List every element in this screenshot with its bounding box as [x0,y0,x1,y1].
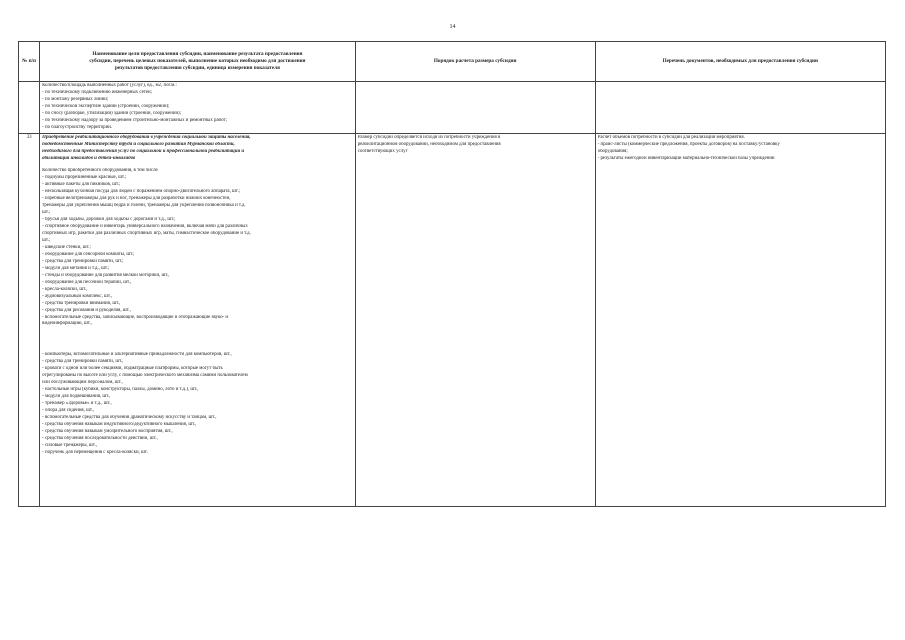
work-item-line: - по технической экспертизе зданий (строений, сооружений); [42,103,170,109]
equipment-item-line: - нескользящая кухонная посуда для людей с поражением опорно-двигательного аппарата, шт.; [42,189,241,195]
document-line: Расчет объемов потребности в субсидии для реализации мероприятия. [597,134,745,140]
equipment-item-line: - средства тренировки внимания, шт., [42,300,121,306]
equipment-item-line: - средства обучения навыкам умозрительного восприятия, шт., [42,428,173,434]
equipment-item-line: - модули для подвешивания, шт., [42,394,111,400]
row1-docs-cell [595,82,885,134]
header-goal-line: субсидии, перечень целевых показателей, выполнение которых необходимо для достижения [89,57,306,64]
equipment-item-line: шт.; [42,210,51,216]
equipment-item-line: спортивных игр, ракетки для различных спортивных игр, маты, гимнастическое оборудование и т.д. [42,231,251,237]
row-number: 33 [19,133,40,506]
equipment-item-line: - поручень для перемещения с кресла-коляски, шт. [42,449,148,455]
document-line: - прайс-листы (коммерческие предложения, проекты договоров) на поставку/установку [597,141,780,147]
equipment-item-line: - активные пакеты для пикников, шт.; [42,182,121,188]
work-item-line: - по техническому подключению инженерных сетей; [42,89,153,95]
row1-number-cell [19,82,40,134]
equipment-item-line: шт.; [42,238,51,244]
document-line: - результаты ежегодной инвентаризации материально-технической базы учреждений [597,155,775,161]
work-item-line: - по монтажу резервных линий; [42,96,109,102]
table-row [19,82,886,134]
equipment-item-line: - аудиовизуальный комплекс, шт., [42,293,113,299]
equipment-item-line: - стенды и оборудование для развития мелкой моторики, шт., [42,272,170,278]
equipment-item-line: или обслуживающим персоналом, шт., [42,380,123,386]
page-number: 14 [449,24,456,30]
equipment-item-line: - брусья для ходьбы, дорожки для ходьбы с дорогами и т.д., шт.; [42,217,176,223]
equipment-item-line: - кресла-коляски, шт., [42,286,88,292]
goal-title-line: абилитации инвалидов и детей-инвалидов [42,155,136,161]
row1-calc-cell [355,82,595,134]
equipment-item-line: - вспомогательные средства, записывающие, воспроизводящие и отображающие звуко- и [42,314,229,320]
goal-title-line: Приобретение реабилитационного оборудования в учреждения социальной защиты населения, [42,134,251,140]
calculation-line: реабилитационном оборудовании, необходимом для предоставления [357,141,501,147]
equipment-item-line: - кровати с одной или более секциями, подматрацные платформы, которые могут быть [42,366,223,372]
row2-goal-cell [40,133,356,506]
header-goal-line: результатов предоставления субсидии, единица измерения показателя [114,65,280,71]
equipment-item-line: тренажеры для укрепления мышц бедра и голени, тренажеры для укрепления позвоночника и т.д. [42,203,246,209]
equipment-item-line: - опора для сидения, шт., [42,408,95,414]
equipment-item-line: - оборудование для сенсорной комнаты, шт.; [42,251,135,257]
document-line: оборудования; [597,148,628,154]
equipment-item-line: - вспомогательные средства для обучения драматическому искусству и танцам, шт., [42,414,217,420]
header-documents: Перечень документов, необходимых для предоставления субсидии [595,42,885,82]
header-calculation: Порядок расчета размера субсидии [355,42,595,82]
equipment-item-line: - компьютеры, вспомогательные и альтернативные принадлежности для компьютеров, шт., [42,352,232,358]
goal-title-line: подведомственные Министерству труда и социального развития Мурманской области, [42,141,235,147]
equipment-item-line: - средства обучения навыкам индуктивного/дедуктивного мышления, шт., [42,421,197,427]
equipment-item-line: - подиумы прорезиненные красные, шт.; [42,175,127,181]
header-goal [40,42,356,82]
equipment-item-line: - средства для рисования и рукоделия, шт., [42,307,131,313]
work-item-line: Количество/площадь выполненных работ (услуг), ед., м2, пог.м.: [42,83,177,88]
equipment-item-line: - силовые тренажеры, шт., [42,442,97,448]
row2-docs-cell [595,133,885,506]
work-item-line: - по сносу (разборке, утилизации) зданий (строений, сооружений); [42,110,182,116]
equipment-item-line: - оборудование для песочной терапии, шт., [42,279,132,285]
calculation-line: Размер субсидии определяется исходя из потребности учреждения в [357,134,501,140]
calculation-line: соответствующих услуг [357,148,408,154]
equipment-item-line: - шведские стенки, шт.; [42,244,91,250]
header-number: № п/п [19,42,40,82]
equipment-item-line: - настольные игры (кубики, конструкторы, пазлы, домино, лото и т.д.), шт., [42,387,199,393]
equipment-item-line: - средства обучения последовательности действий, шт., [42,435,158,441]
equipment-item-line: отрегулированы по высоте или углу, с помощью электрического механизма самими пользователем [42,373,248,379]
equipment-item-line: - изребные велотренажеры для рук и ног, тренажеры для разработки нижних конечностей, [42,196,231,202]
equipment-item-line: - средства для тренировки памяти, шт.; [42,258,124,264]
row2-calc-cell [355,133,595,506]
work-item-line: - по техническому надзору за проведением строительно-монтажных и ремонтных работ; [42,117,228,123]
equipment-item-line: - средства для тренировки памяти, шт., [42,359,124,365]
table-header-row [19,42,886,82]
goal-title-line: необходимого для предоставления услуг по социальной и профессиональной реабилитации и [42,148,245,154]
equipment-item-line: - спортивное оборудование и инвентарь универсального назначения, включая мячи для различных [42,224,248,230]
equipment-item-line: - модули для метания и т.д., шт.; [42,265,110,271]
row1-goal-cell [40,82,356,134]
equipment-item-line: - тренажер «Здоровье» и т.д., шт., [42,401,112,407]
header-goal-line: Наименование цели предоставления субсидии, наименование результата предоставления [92,50,303,57]
equipment-item-line: Количество приобретенного оборудования, в том числе [42,168,158,174]
table-row [19,133,886,506]
equipment-item-line: видеоинформацию, шт., [42,321,92,327]
work-item-line: - по благоустройству территории. [42,124,113,130]
subsidy-table [18,41,886,507]
